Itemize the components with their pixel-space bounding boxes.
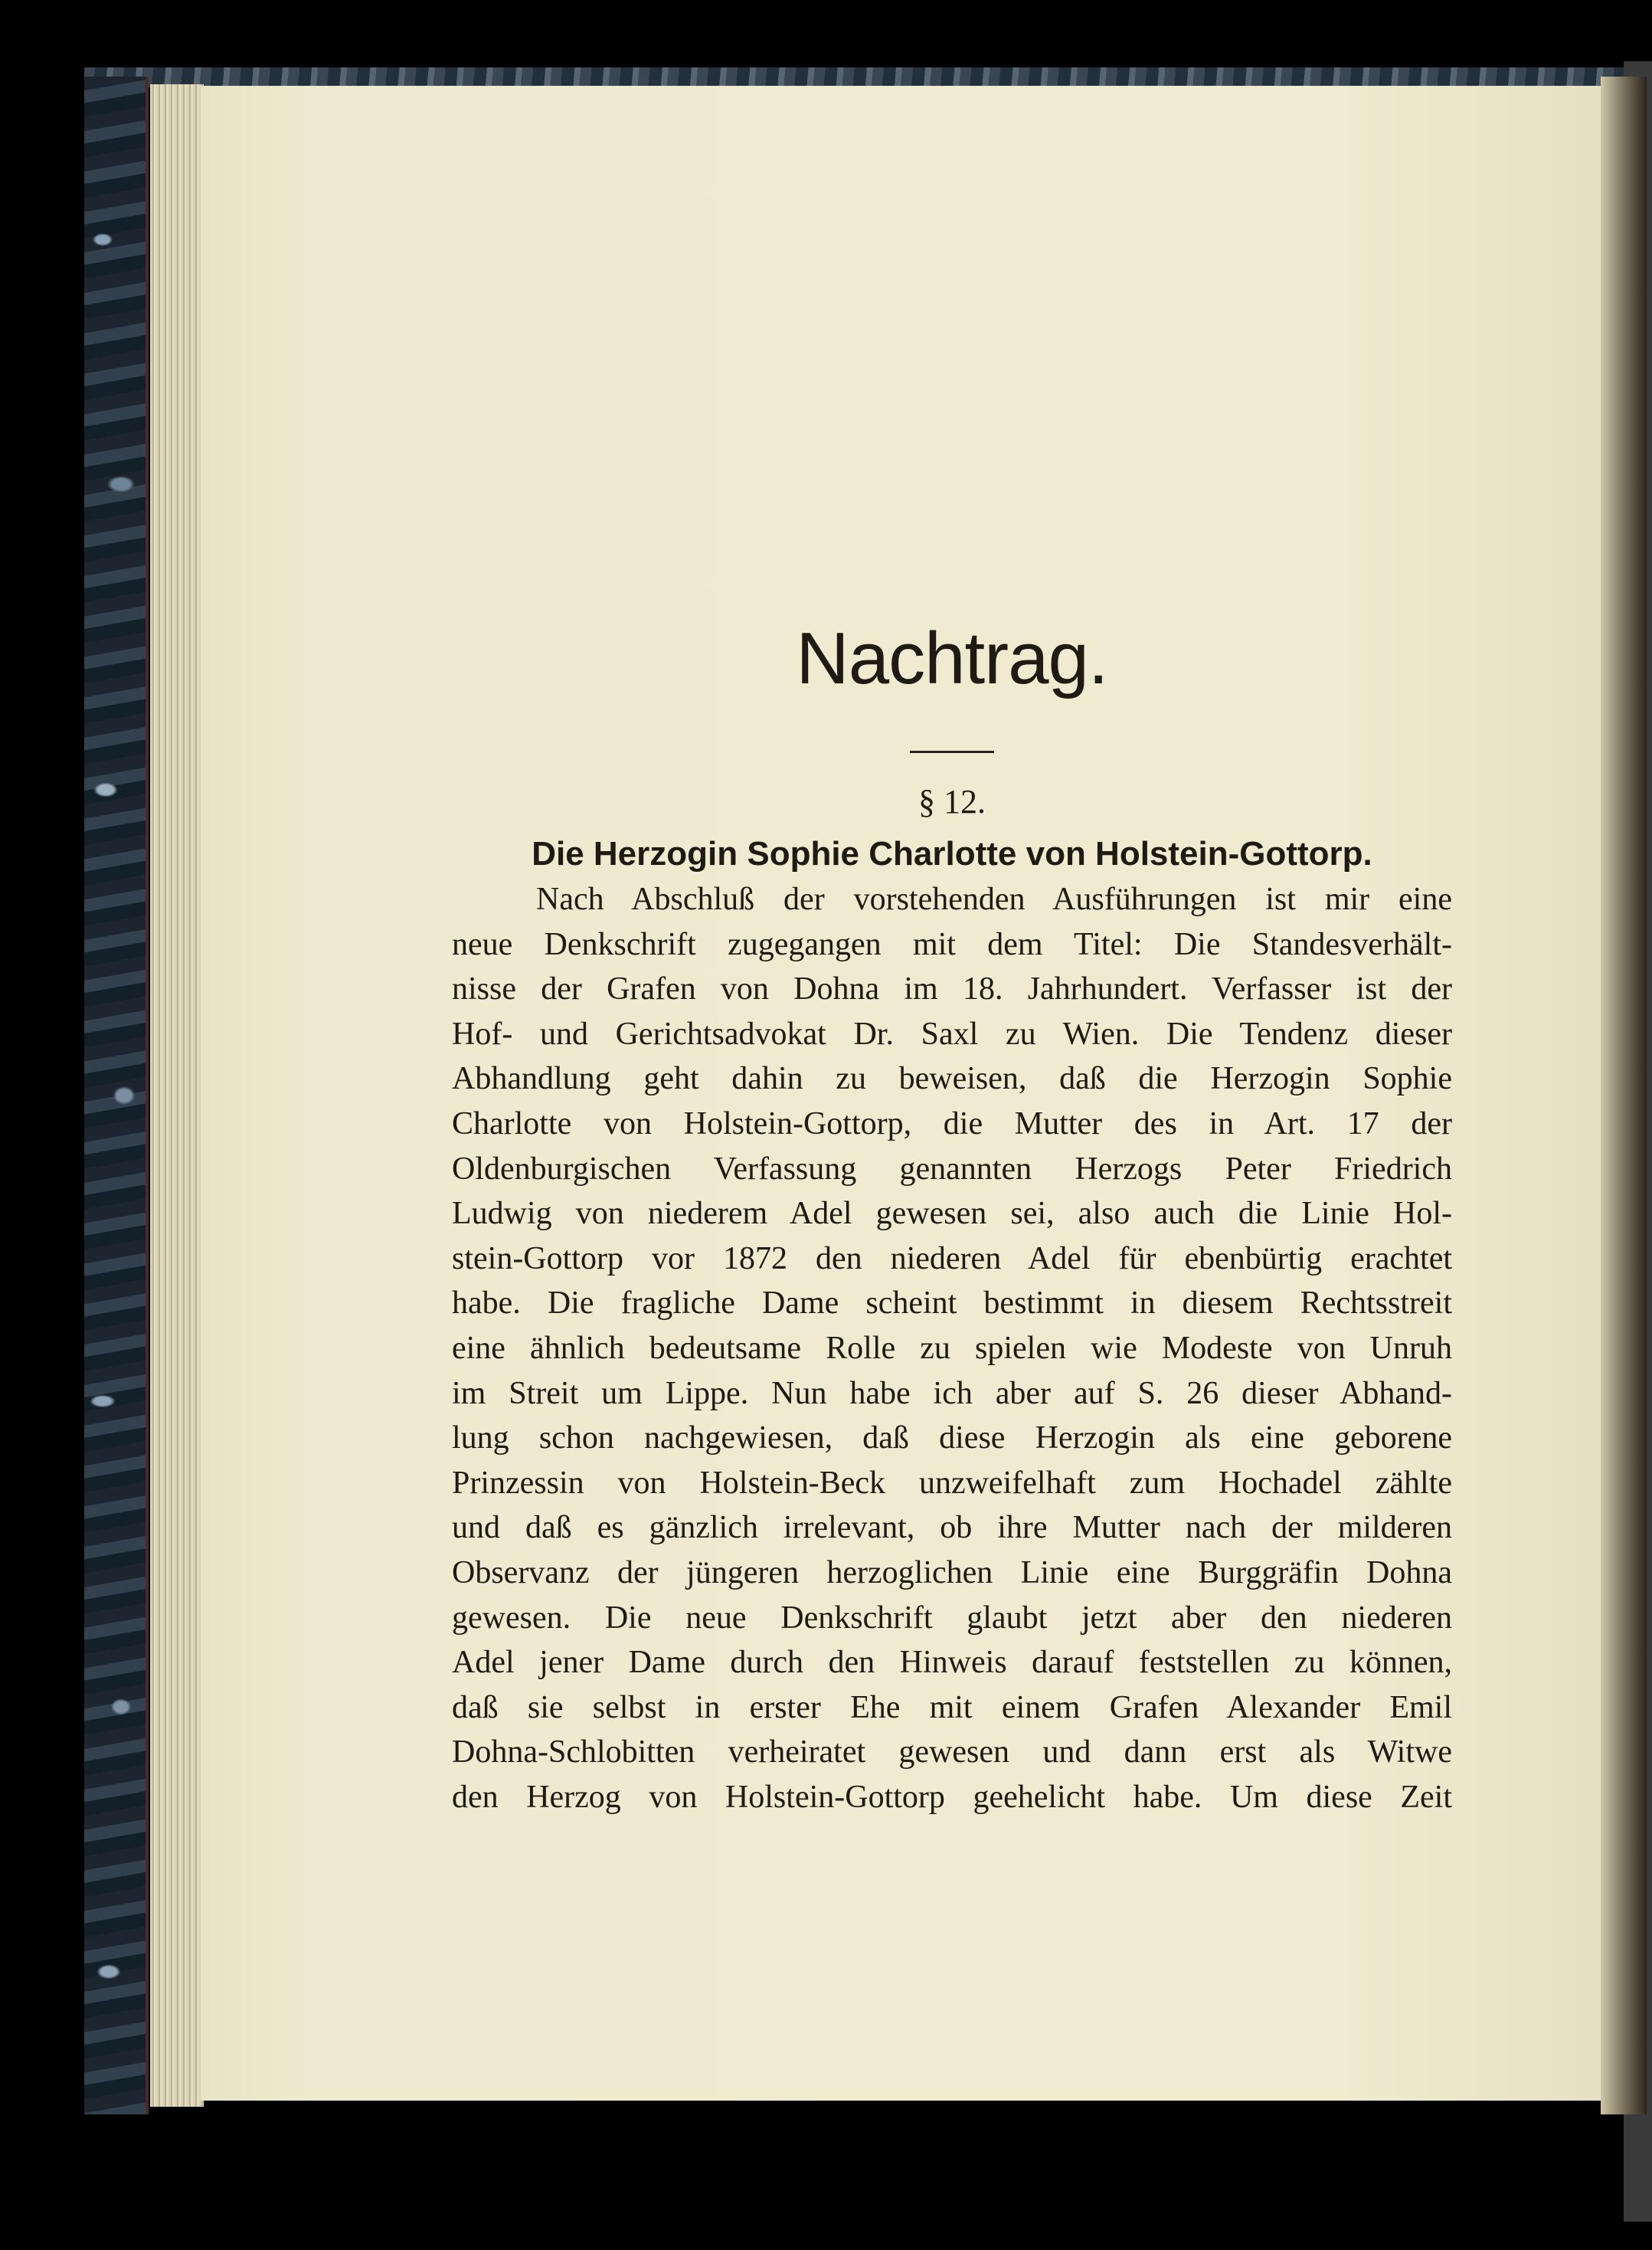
text-line: nisse der Grafen von Dohna im 18. Jahrhundert. Verfasser ist der [452, 971, 1452, 1007]
page-title: Nachtrag. [796, 617, 1108, 699]
cover-board-top-edge [84, 67, 1639, 87]
text-line: Prinzessin von Holstein-Beck unzweifelhaft zum Hochadel zählte [452, 1465, 1452, 1501]
text-line: Oldenburgischen Verfassung genannten Herzogs Peter Friedrich [452, 1151, 1452, 1187]
text-line: Adel jener Dame durch den Hinweis darauf feststellen zu können, [452, 1645, 1452, 1681]
title-divider [910, 751, 994, 753]
text-line: den Herzog von Holstein-Gottorp geehelicht habe. Um diese Zeit [452, 1779, 1452, 1815]
text-line: Observanz der jüngeren herzoglichen Linie eine Burggräfin Dohna [452, 1554, 1452, 1590]
marbled-cover-board [84, 77, 149, 2114]
text-line: im Streit um Lippe. Nun habe ich aber auf S. 26 dieser Abhand- [452, 1375, 1452, 1411]
page-edges [150, 84, 204, 2107]
text-line: lung schon nachgewiesen, daß diese Herzogin als eine geborene [452, 1420, 1452, 1456]
text-line: Hof- und Gerichtsadvokat Dr. Saxl zu Wien. Die Tendenz dieser [452, 1016, 1452, 1052]
text-line: Dohna-Schlobitten verheiratet gewesen und dann erst als Witwe [452, 1734, 1452, 1770]
text-line: gewesen. Die neue Denkschrift glaubt jetzt aber den niederen [452, 1600, 1452, 1636]
text-line: daß sie selbst in erster Ehe mit einem Grafen Alexander Emil [452, 1689, 1452, 1725]
book-gutter [1601, 77, 1647, 2114]
text-line: Nach Abschluß der vorstehenden Ausführungen ist mir eine [536, 882, 1452, 917]
text-line: und daß es gänzlich irrelevant, ob ihre Mutter nach der milderen [452, 1510, 1452, 1546]
text-line: habe. Die fragliche Dame scheint bestimmt in diesem Rechtsstreit [452, 1285, 1452, 1322]
section-number: § 12. [918, 783, 986, 820]
section-heading: Die Herzogin Sophie Charlotte von Holstein-Gottorp. [532, 835, 1372, 873]
text-line: stein-Gottorp vor 1872 den niederen Adel für ebenbürtig erachtet [452, 1240, 1452, 1276]
text-line: Abhandlung geht dahin zu beweisen, daß die Herzogin Sophie [452, 1061, 1452, 1097]
text-line: neue Denkschrift zugegangen mit dem Titel: Die Standesverhält- [452, 926, 1452, 962]
text-line: Ludwig von niederem Adel gewesen sei, also auch die Linie Hol- [452, 1196, 1452, 1232]
body-text [452, 877, 1452, 1819]
page-content [452, 613, 1452, 1819]
text-line: Charlotte von Holstein-Gottorp, die Mutter des in Art. 17 der [452, 1105, 1452, 1141]
text-line: eine ähnlich bedeutsame Rolle zu spielen wie Modeste von Unruh [452, 1330, 1452, 1366]
